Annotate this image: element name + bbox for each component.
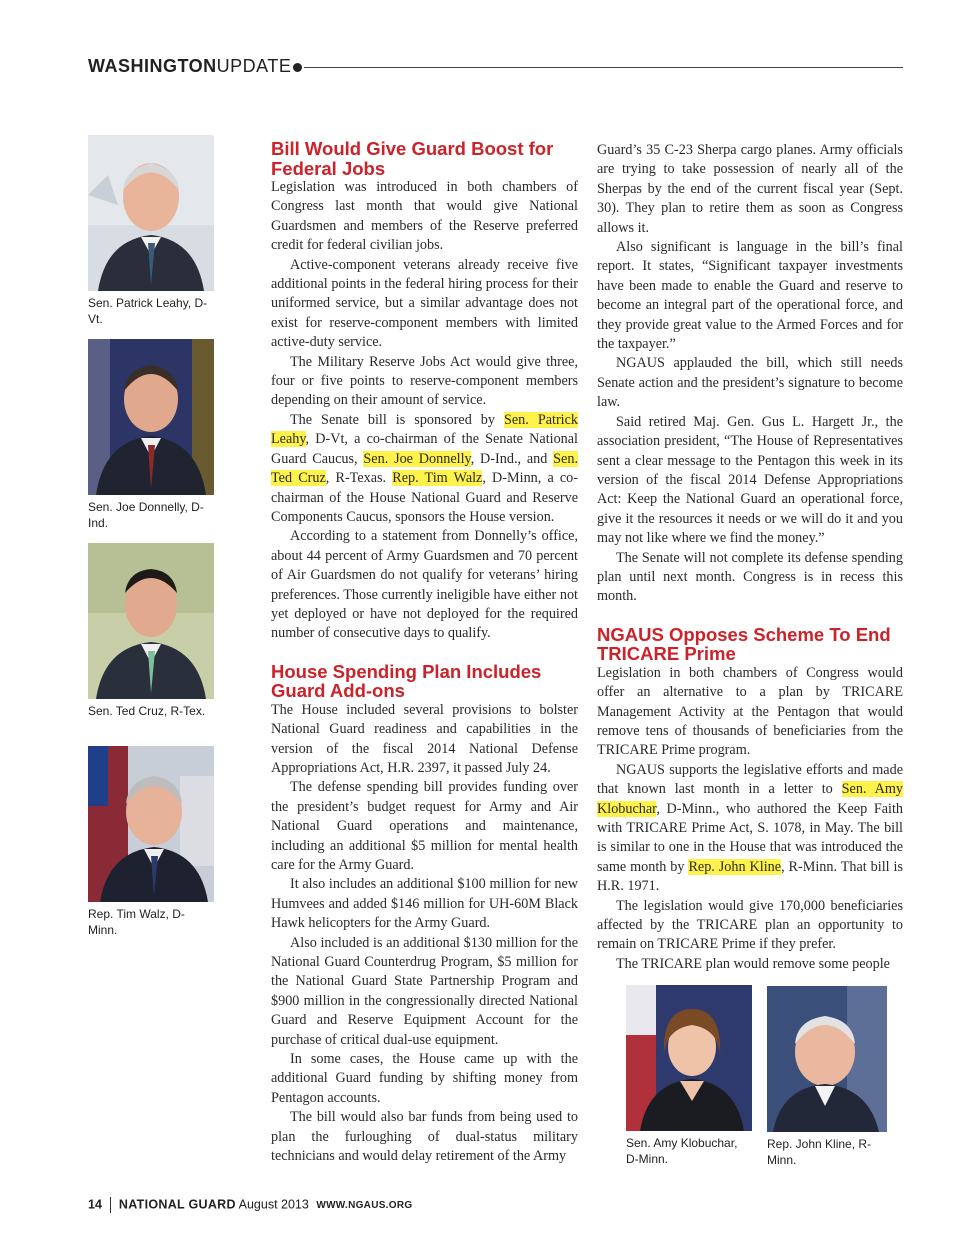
paragraph: Legislation was introduced in both chambers of Congress last month that would give National Guardsmen and members of the Reserve preferred credit for federal civilian jobs. [271, 179, 578, 254]
article-column-right [597, 141, 903, 974]
paragraph: The TRICARE plan would remove some people [616, 955, 890, 972]
text-run: The Senate bill is sponsored by [290, 411, 504, 428]
portrait-icon [88, 543, 214, 699]
paragraph: The bill would also bar funds from being used to plan the furloughing of dual-status military technicians and would delay retirement of the Army [271, 1109, 578, 1165]
article-column-middle [271, 139, 578, 1167]
paragraph: It also includes an additional $100 million for new Humvees and added $146 million for UH-60M Black Hawk helicopters for the Army Guard. [271, 876, 578, 932]
section-title-light: UPDATE [216, 56, 292, 76]
paragraph: The Senate will not complete its defense spending plan until next month. Congress is in recess this month. [597, 549, 903, 605]
photo-caption: Rep. John Kline, R-Minn. [767, 1137, 872, 1167]
paragraph: Legislation in both chambers of Congress would offer an alternative to a plan by TRICARE Management Activity at the Pentagon that would remove tens of thousands of beneficiaries from the TRICARE Prime program. [597, 664, 903, 759]
paragraph: The Military Reserve Jobs Act would give three, four or five points to reserve-component members depending on their amount of service. [271, 353, 578, 409]
photo-walz [88, 746, 214, 938]
highlighted-name: Sen. Patrick Leahy [271, 411, 578, 448]
text-run: , D-Minn, a co-chairman of the House National Guard and Reserve Components Caucus, sponsors the House version. [271, 470, 578, 525]
photo-caption: Sen. Ted Cruz, R-Tex. [88, 704, 206, 718]
issue-date: August 2013 [238, 1197, 309, 1212]
paragraph [271, 411, 578, 527]
text-run: , D-Ind., and [470, 450, 554, 467]
highlighted-name: Sen. Amy Klobuchar [597, 781, 904, 817]
article-heading: NGAUS Opposes Scheme To End TRICARE Prime [597, 623, 891, 665]
article-heading: Bill Would Give Guard Boost for Federal Jobs [271, 138, 554, 179]
text-run: NGAUS supports the legislative efforts and made that known last month in a letter to [597, 761, 903, 798]
photo-cruz [88, 543, 214, 719]
photo-caption: Sen. Joe Donnelly, D-Ind. [88, 500, 204, 530]
highlighted-name: Rep. Tim Walz [392, 470, 483, 487]
photo-klobuchar [626, 985, 752, 1167]
highlighted-name: Sen. Ted Cruz [271, 450, 578, 487]
paragraph: Also significant is language in the bill’s final report. It states, “Significant taxpayer investments have been made to enable the Guard and reserve to become an integral part of the operational force, and they provide great value to the Armed Forces and for the taxpayer.” [597, 239, 903, 353]
paragraph: The House included several provisions to bolster National Guard readiness and capabilities in the version of the fiscal 2014 National Defense Appropriations Act, H.R. 2397, it passed July 24. [271, 701, 578, 776]
website-link[interactable]: WWW.NGAUS.ORG [316, 1200, 413, 1212]
paragraph: NGAUS applauded the bill, which still needs Senate action and the president’s signature to become law. [597, 355, 903, 411]
page-number: 14 [88, 1197, 102, 1212]
footer-divider [110, 1197, 111, 1213]
photo-caption: Sen. Patrick Leahy, D-Vt. [88, 296, 208, 326]
highlighted-name: Sen. Joe Donnelly [363, 450, 471, 467]
portrait-icon [88, 135, 214, 291]
section-title-bold: WASHINGTON [88, 56, 217, 76]
paragraph: The legislation would give 170,000 beneficiaries affected by the TRICARE plan an opportunity to remain on TRICARE Prime if they prefer. [597, 897, 903, 953]
photo-caption: Sen. Amy Klobuchar, D-Minn. [626, 1136, 738, 1166]
header-bullet-icon [293, 63, 302, 72]
paragraph [597, 761, 903, 897]
paragraph: According to a statement from Donnelly’s office, about 44 percent of Army Guardsmen and 70 percent of Air Guardsmen do not qualify for veterans’ hiring preferences. Those currently ineligible have either not yet deployed or have not deployed for the required number of consecutive days to qualify. [271, 528, 578, 642]
highlighted-name: Rep. John Kline [688, 858, 782, 875]
photo-donnelly [88, 339, 214, 531]
section-title [88, 56, 291, 77]
magazine-name: NATIONAL GUARD [118, 1197, 236, 1212]
photo-kline [767, 986, 887, 1168]
paragraph: The defense spending bill provides funding over the president’s budget request for Army and Air National Guard operations and maintenance, including an additional $5 million for mental health care for the Army Guard. [271, 779, 578, 873]
paragraph: Active-component veterans already receive five additional points in the federal hiring process for their uniformed service, but a similar advantage does not exist for reserve-component members with limited active-duty service. [271, 256, 578, 351]
header-rule [304, 67, 903, 68]
text-run: , D-Minn., who authored the Keep Faith with TRICARE Prime Act, S. 1078, in May. The bill is similar to one in the House that was introduced the same month by [597, 800, 903, 875]
article-heading: House Spending Plan Includes Guard Add-ons [271, 660, 542, 702]
text-run: , R-Minn. That bill is H.R. 1971. [597, 858, 903, 895]
paragraph: Also included is an additional $130 million for the National Guard Counterdrug Program, $5 million for the National Guard State Partnership Program and $900 million in the congressionally directed National Guard and Reserve Equipment Account for the purchase of critical dual-use equipment. [271, 934, 578, 1048]
portrait-icon [88, 339, 214, 495]
text-run: , R-Texas. [325, 470, 393, 487]
page-footer [88, 1197, 412, 1213]
text-run: , D-Vt, a co-chairman of the Senate National Guard Caucus, [271, 431, 578, 467]
photo-leahy [88, 135, 214, 327]
portrait-icon [88, 746, 214, 902]
portrait-icon [767, 986, 887, 1132]
paragraph: In some cases, the House came up with the additional Guard funding by shifting money from Pentagon accounts. [271, 1051, 578, 1106]
paragraph: Guard’s 35 C-23 Sherpa cargo planes. Army officials are trying to take possession of nearly all of the Sherpas by the end of the current fiscal year (Sept. 30). They plan to retire them as soon as Congress allows it. [597, 142, 903, 236]
portrait-icon [626, 985, 752, 1131]
paragraph: Said retired Maj. Gen. Gus L. Hargett Jr., the association president, “The House of Representatives sent a clear message to the Pentagon this week in its version of the fiscal 2014 Defense Appropriations Act: Keep the National Guard an operational force, give it the resources it needs or we will do it and you may not like where we find the money.” [597, 413, 903, 547]
photo-caption: Rep. Tim Walz, D-Minn. [88, 907, 185, 937]
section-header [88, 56, 903, 80]
